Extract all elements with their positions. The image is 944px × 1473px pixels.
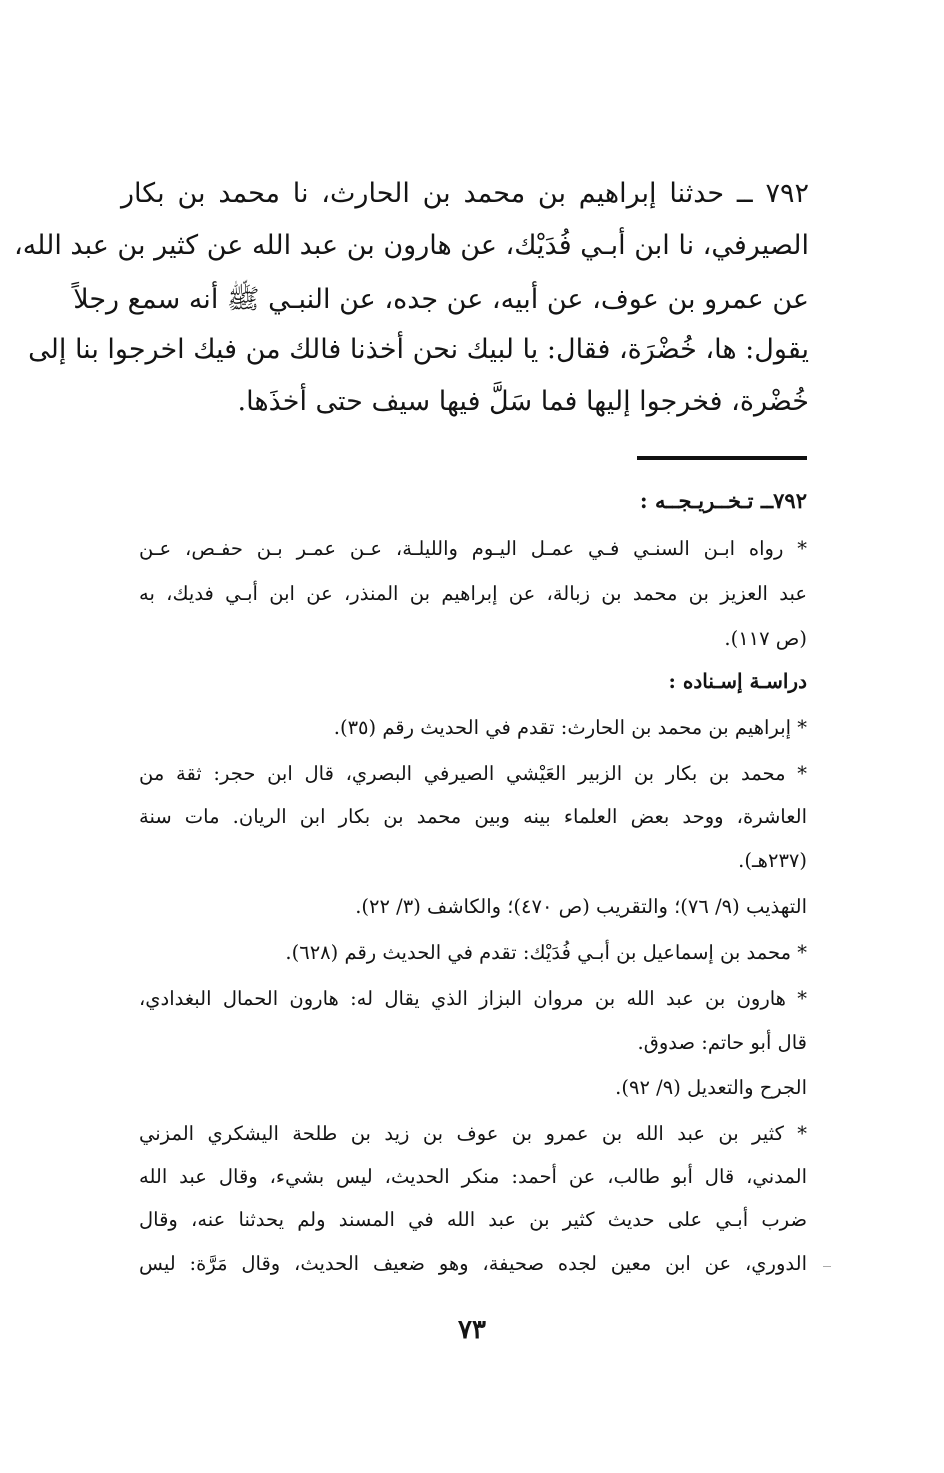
footnote-divider	[637, 456, 807, 460]
dirasa-line-13: الدوري، عن ابن معين لجده صحيفة، وهو ضعيف الحديث، وقال مَرَّة: ليس	[139, 1252, 807, 1275]
dirasa-line-6: * محمد بن إسماعيل بن أبـي فُدَيْك: تقدم في الحديث رقم (٦٢٨).	[285, 941, 807, 964]
hadith-line-2: الصيرفي، نا ابن أبـي فُدَيْك، عن هارون بن عبد الله عن كثير بن عبد الله،	[13, 230, 809, 261]
takhrij-heading: ٧٩٢ــ تـخــريـجــه :	[639, 488, 807, 513]
hadith-line-3: عن عمرو بن عوف، عن أبيه، عن جده، عن النبـي ﷺ أنه سمع رجلاً	[73, 284, 809, 315]
hadith-line-1: ٧٩٢ ــ حدثنا إبراهيم بن محمد بن الحارث، نا محمد بن بكار	[121, 178, 809, 209]
dirasa-line-2: * محمد بن بكار بن الزبير العَيْشي الصيرفي البصري، قال ابن حجر: ثقة من	[139, 762, 807, 785]
dirasa-line-12: ضرب أبـي على حديث كثير بن عبد الله في المسند ولم يحدثنا عنه، وقال	[139, 1208, 807, 1231]
dirasa-heading: دراسـة إسـناده :	[668, 669, 807, 693]
hadith-line-4: يقول: ها، خُضْرَة، فقال: يا لبيك نحن أخذنا فالك من فيك اخرجوا بنا إلى	[28, 334, 809, 365]
dirasa-line-11: المدني، قال أبو طالب، عن أحمد: منكر الحديث، ليس بشيء، وقال عبد الله	[139, 1165, 807, 1188]
takhrij-line-1: * رواه ابـن السنـي فـي عمـل اليـوم والليلـة، عـن عمـر بـن حفـص، عـن	[139, 537, 807, 560]
dirasa-line-1: * إبراهيم بن محمد بن الحارث: تقدم في الحديث رقم (٣٥).	[333, 716, 807, 739]
takhrij-line-2: عبد العزيز بن محمد بن زبالة، عن إبراهيم بن المنذر، عن ابن أبـي فديك، به	[139, 582, 807, 605]
dirasa-line-5: التهذيب (٩/ ٧٦)؛ والتقريب (ص ٤٧٠)؛ والكاشف (٣/ ٢٢).	[355, 895, 807, 918]
scan-speck	[823, 1266, 831, 1267]
dirasa-line-4: (٢٣٧هـ).	[738, 849, 807, 872]
hadith-line-5: خُضْرة، فخرجوا إليها فما سَلَّ فيها سيف حتى أخذَها.	[237, 386, 809, 417]
page-number: ٧٣	[458, 1315, 486, 1345]
dirasa-line-9: الجرح والتعديل (٩/ ٩٢).	[615, 1076, 807, 1099]
dirasa-line-3: العاشرة، ووحد بعض العلماء بينه وبين محمد بن بكار ابن الريان. مات سنة	[139, 805, 807, 828]
dirasa-line-8: قال أبو حاتم: صدوق.	[637, 1031, 807, 1054]
dirasa-line-10: * كثير بن عبد الله بن عمرو بن عوف بن زيد بن طلحة اليشكري المزني	[139, 1122, 808, 1145]
takhrij-line-3: (ص ١١٧).	[724, 627, 807, 650]
dirasa-line-7: * هارون بن عبد الله بن مروان البزاز الذي يقال له: هارون الحمال البغدادي،	[139, 987, 807, 1010]
